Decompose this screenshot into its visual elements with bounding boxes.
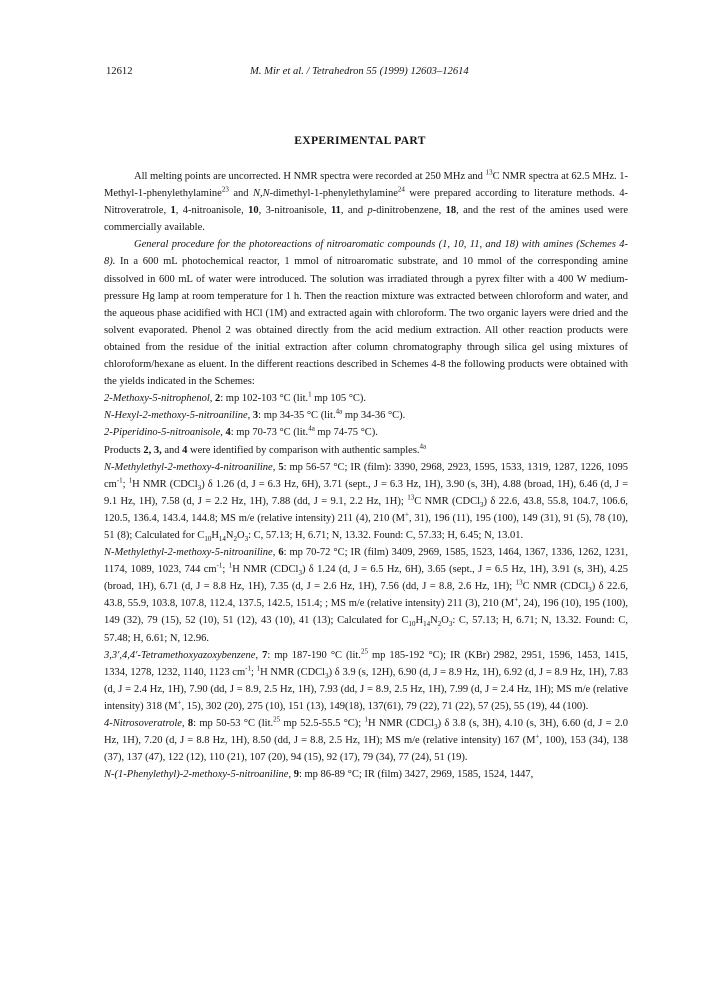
compound-6-entry: N-Methylethyl-2-methoxy-5-nitroaniline, 6: mp 70-72 °C; IR (film) 3409, 2969, 1585, 1523, 1464, 1367, 1336, 1262, 1231, 1174, 1089, 1023, 744 $cm^{-1}$; $^1$H NMR (CDCl$_3$) δ 1.24 (d, J = 6.5 Hz, 6H), 3.65 (sept., J = 6.5 Hz, 1H), 3.91 (s, 3H), 4.25 (broad, 1H), 6.71 (d, J = 8.8 Hz, 1H), 7.35 (d, J = 2.6 Hz, 1H), 7.56 (dd, J = 8.8, 2.6 Hz, 1H); $^{13}$C NMR (CDCl$_3$) δ 22.6, 43.8, 55.9, 103.8, 107.8, 112.4, 137.5, 142.5, 151.4; ; MS m/e (relative intensity) 211 (3), 210 (M+, 24), 196 (10), 195 (100), 149 (32), 79 (15), 52 (10), 51 (12), 43 (10), 41 (13); Calculated for $C_{10}H_{14}N_2O_3$: C, 57.13; H, 6.71; N, 13.32. Found: C, 57.48; H, 6.61; N, 12.96.	[104, 547, 629, 644]
compound-8-entry: 4-Nitrosoveratrole, 8: mp 50-53 °C (lit.$^{25}$ mp 52.5-55.5 °C); $^1$H NMR (CDCl$_3$) δ 3.8 (s, 3H), 4.10 (s, 3H), 6.60 (d, J = 2.0 Hz, 1H), 7.20 (d, J = 8.8 Hz, 1H), 8.50 (dd, J = 8.8, 2.5 Hz, 1H); MS m/e (relative intensity) 167 (M+, 100), 153 (34), 138 (37), 137 (47), 122 (12), 110 (21), 107 (20), 94 (15), 92 (17), 79 (34), 77 (24), 51 (19).	[104, 715, 628, 764]
compound-3-entry: N-Hexyl-2-methoxy-5-nitroaniline, 3: mp 34-35 °C (lit.$^{4a}$ mp 34-36 °C).	[104, 407, 406, 422]
intro-paragraph: All melting points are uncorrected. H NMR spectra were recorded at 250 MHz and $^{13}$C NMR spectra at 62.5 MHz. 1-Methyl-1-phenylethylamine$^{23}$ and N,N-dimethyl-1-phenylethylamine$^{24}$ were prepared according to literature methods. 4-Nitroveratrole, 1, 4-nitroanisole, 10, 3-nitroanisole, 11, and p-dinitrobenzene, 18, and the rest of the amines used were commercially available.	[104, 168, 628, 234]
compound-5-entry: N-Methylethyl-2-methoxy-4-nitroaniline, 5: mp 56-57 °C; IR (film): 3390, 2968, 2923, 1595, 1533, 1319, 1287, 1226, 1095 $cm^{-1}$; $^1$H NMR (CDCl$_3$) δ 1.26 (d, J = 6.3 Hz, 6H), 3.71 (sept., J = 6.3 Hz, 1H), 3.90 (s, 3H), 4.88 (broad, 1H), 6.46 (d, J = 9.1 Hz, 1H), 7.58 (d, J = 2.2 Hz, 1H), 7.88 (dd, J = 9.1, 2.2 Hz, 1H); $^{13}$C NMR (CDCl$_3$) δ 22.6, 43.8, 55.8, 104.7, 106.6, 120.5, 136.4, 143.4, 144.8; MS m/e (relative intensity) 211 (4), 210 (M+, 31), 196 (11), 195 (100), 149 (31), 91 (5), 78 (10), 51 (8); Calculated for $C_{10}H_{14}N_2O_3$: C, 57.13; H, 6.71; N, 13.32. Found: C, 57.33; H, 6.45; N, 13.01.	[104, 461, 629, 544]
general-procedure-paragraph: General procedure for the photoreactions of nitroaromatic compounds (1, 10, 11, and 18) with amines (Schemes 4-8). In a 600 mL photochemical reactor, 1 mmol of nitroaromatic substrate, and 10 mmol of the corresponding amine dissolved in 600 mL of water were introduced. The solution was irradiated through a pyrex filter with a 400 W medium-pressure Hg lamp at room temperature for 1 h. Then the reaction mixture was extracted between chloroform and water, and the aqueous phase acidified with HCl (1M) and extracted again with chloroform. The two organic layers were dried and the solvent evaporated. Phenol 2 was obtained directly from the acid medium extraction. All other reaction products were obtained from the residue of the initial extraction after column chromatography through silica gel using mixtures of chloroform/hexane as eluent. In the different reactions described in Schemes 4-8 the following products were obtained with the yields indicated in the Schemes:	[104, 239, 628, 388]
compound-7-entry: 3,3′,4,4′-Tetramethoxyazoxybenzene, 7: mp 187-190 °C (lit.$^{25}$ mp 185-192 °C); IR (KBr) 2982, 2951, 1596, 1453, 1415, 1334, 1278, 1232, 1140, 1123 $cm^{-1}$; $^1$H NMR (CDCl$_3$) δ 3.9 (s, 12H), 6.90 (d, J = 8.9 Hz, 1H), 6.92 (d, J = 8.9 Hz, 1H), 7.83 (d, J = 2.4 Hz, 1H), 7.90 (dd, J = 8.9, 2.5 Hz, 1H), 7.93 (dd, J = 8.9, 2.5 Hz, 1H), 7.99 (d, J = 2.4 Hz, 1H); MS m/e (relative intensity) 318 (M+, 15), 302 (20), 275 (10), 151 (13), 149(18), 137(61), 79 (22), 71 (22), 57 (25), 55 (19), 44 (100).	[104, 647, 629, 712]
page-number: 12612	[106, 66, 133, 77]
compound-9-entry: N-(1-Phenylethyl)-2-methoxy-5-nitroaniline, 9: mp 86-89 °C; IR (film) 3427, 2969, 1585, 1524, 1447,	[104, 769, 534, 781]
article-body	[104, 168, 628, 783]
running-header	[106, 66, 642, 82]
journal-reference: M. Mir et al. / Tetrahedron 55 (1999) 12603–12614	[250, 66, 469, 77]
compound-2-entry: 2-Methoxy-5-nitrophenol, 2: mp 102-103 °C (lit.$^1$ mp 105 °C).	[104, 390, 367, 405]
products-note: Products 2, 3, and 4 were identified by comparison with authentic samples.$^{4a}$	[104, 442, 427, 456]
section-title: EXPERIMENTAL PART	[294, 134, 426, 147]
compound-4-entry: 2-Piperidino-5-nitroanisole, 4: mp 70-73 °C (lit.$^{4a}$ mp 74-75 °C).	[104, 424, 378, 439]
